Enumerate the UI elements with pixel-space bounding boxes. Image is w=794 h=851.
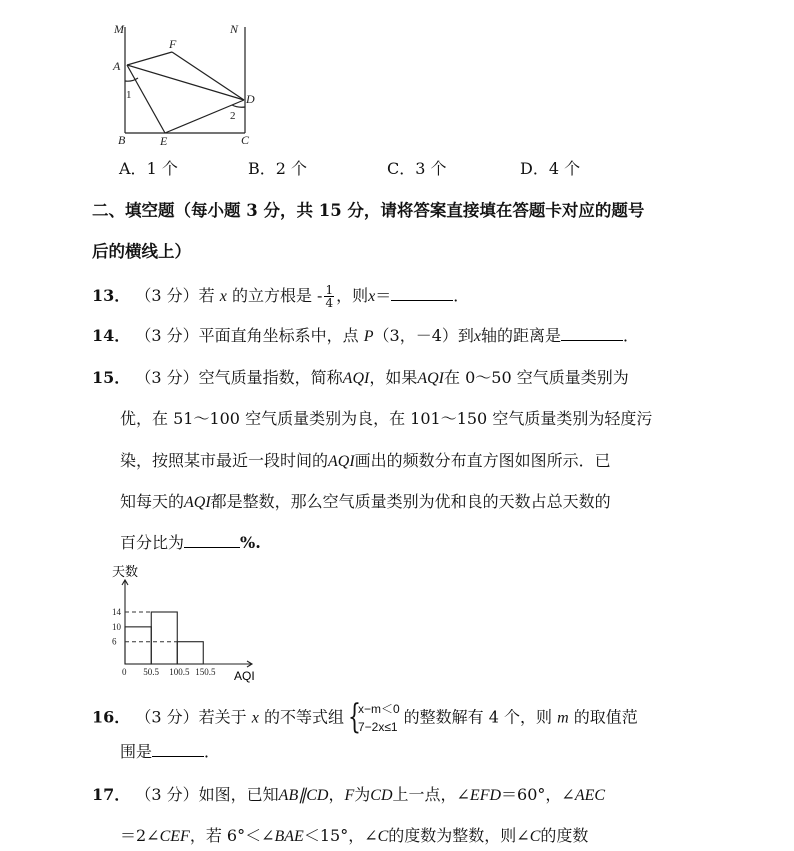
- q16-text3: 的整数解有 4 个，则: [403, 707, 553, 727]
- brace-icon: {: [347, 697, 361, 737]
- label-N: N: [230, 22, 239, 36]
- question-17-line2: [120, 826, 588, 847]
- question-14: [92, 326, 639, 347]
- q17-bae: BAE: [274, 828, 304, 845]
- label-E: E: [160, 134, 168, 148]
- q17-efd: EFD: [469, 787, 502, 804]
- label-D: D: [246, 92, 255, 106]
- q15-answer-blank[interactable]: [184, 533, 240, 548]
- q13-score: （3 分）: [135, 286, 199, 305]
- q16-text-l2b: ．: [204, 742, 221, 761]
- question-13: [92, 284, 469, 309]
- option-a: [119, 159, 178, 179]
- q16-var-m: m: [557, 709, 569, 727]
- q14-text3: 轴的距离是: [481, 326, 562, 345]
- q17-cd: CD: [370, 787, 393, 804]
- question-16: [92, 697, 638, 737]
- histogram-bar-3: [177, 642, 203, 664]
- q17-text-l2d: 的度数为整数，则∠: [388, 826, 530, 845]
- q17-score: （3 分）: [135, 785, 199, 804]
- y-tick-label: 14: [112, 607, 121, 617]
- q15-text-l4a: 知每天的: [120, 492, 185, 511]
- section-title-line2: 后的横线上）: [92, 242, 191, 261]
- q17-cef: CEF: [159, 828, 190, 845]
- option-d-letter: D．: [520, 159, 549, 178]
- q17-ab-cd: AB∥CD: [278, 787, 329, 804]
- label-A: A: [113, 59, 121, 73]
- histogram-bar-1: [125, 627, 151, 664]
- q16-text-l2a: 围是: [120, 742, 153, 761]
- geometry-figure: [100, 15, 270, 150]
- question-16-line2: [120, 742, 220, 762]
- y-tick-label: 10: [112, 621, 121, 632]
- q17-var-c2: C: [529, 828, 541, 845]
- q17-var-c: C: [377, 828, 389, 845]
- question-15-line1: [92, 368, 629, 389]
- q16-score: （3 分）: [135, 707, 199, 727]
- q14-score: （3 分）: [135, 326, 199, 345]
- option-b-text: 2 个: [275, 159, 308, 178]
- option-c-letter: C．: [387, 159, 416, 178]
- q13-text5: ．: [453, 286, 470, 305]
- q13-number: 13．: [92, 286, 131, 305]
- y-axis-label: 天数: [112, 565, 139, 580]
- question-15-line4: [120, 492, 611, 513]
- option-b-letter: B．: [248, 159, 276, 178]
- q14-number: 14．: [92, 326, 131, 345]
- question-15-line2: 优，在 51～100 空气质量类别为良，在 101～150 空气质量类别为轻度污: [120, 409, 653, 428]
- q16-inequality-system: [347, 697, 400, 737]
- q16-number: 16．: [92, 707, 131, 727]
- q16-ineq1: x−m＜0: [357, 702, 400, 716]
- q14-var-x: x: [473, 328, 482, 345]
- q13-text4: ＝: [375, 286, 392, 305]
- q15-aqi-2: AQI: [417, 370, 444, 387]
- label-angle-1: 1: [126, 89, 132, 101]
- q13-fraction: [324, 284, 334, 309]
- q15-aqi-3: AQI: [328, 453, 355, 470]
- q14-var-p: P: [363, 328, 374, 345]
- q15-text-l3b: 画出的频数分布直方图如图所示．已: [354, 451, 611, 470]
- q13-var-x2: x: [368, 288, 376, 305]
- x-tick-label: 50.5: [143, 667, 160, 677]
- option-c: [387, 159, 447, 179]
- q16-text4: 的取值范: [573, 707, 638, 727]
- line-AD: [127, 65, 244, 100]
- option-d-text: 4 个: [548, 159, 581, 178]
- x-tick-label: 0: [122, 667, 127, 677]
- q15-number: 15．: [92, 368, 131, 387]
- q13-text1: 若: [198, 286, 215, 305]
- q17-text-l2b: ，若 6°＜∠: [189, 826, 275, 845]
- q16-answer-blank[interactable]: [152, 742, 204, 757]
- y-tick-label: 6: [112, 636, 117, 647]
- q13-frac-den: 4: [325, 296, 334, 310]
- q13-answer-blank[interactable]: [391, 286, 453, 301]
- aqi-histogram: [100, 560, 270, 685]
- label-angle-2: 2: [230, 110, 236, 122]
- q13-var-x: x: [219, 288, 227, 305]
- q13-text3: ，则: [336, 286, 369, 305]
- q17-text-l1a: 如图，已知: [198, 785, 279, 804]
- line-FD: [172, 52, 244, 100]
- question-15-line5: [120, 533, 261, 553]
- q14-text2: （3，－4）到: [373, 326, 474, 345]
- x-axis-label: AQI: [234, 669, 255, 683]
- q14-text4: ．: [623, 326, 640, 345]
- q17-text-l1c: 为: [354, 785, 371, 804]
- q16-text1: 若关于: [198, 707, 247, 727]
- q15-score: （3 分）: [135, 368, 199, 387]
- q16-var-x: x: [251, 709, 259, 727]
- q15-text-l1a: 空气质量指数，简称: [198, 368, 343, 387]
- label-C: C: [241, 133, 250, 147]
- q17-number: 17．: [92, 785, 131, 804]
- label-M: M: [114, 22, 124, 36]
- q15-text-l5a: 百分比为: [120, 533, 185, 552]
- line-AF: [127, 52, 172, 65]
- q15-text-l1c: 在 0～50 空气质量类别为: [444, 368, 629, 387]
- label-F: F: [169, 37, 177, 51]
- q16-ineq2: 7−2x≤1: [357, 720, 398, 734]
- angle-2-arc: [232, 105, 245, 107]
- section-title-line1: 二、填空题（每小题 3 分，共 15 分，请将答案直接填在答题卡对应的题号: [92, 201, 645, 220]
- x-tick-label: 100.5: [169, 667, 190, 677]
- q17-text-l1b: ，: [328, 785, 345, 804]
- q15-aqi-1: AQI: [342, 370, 370, 387]
- q15-text-l1b: ，如果: [369, 368, 418, 387]
- option-a-text: 1 个: [146, 159, 178, 178]
- q15-text-l5b: %.: [240, 533, 261, 552]
- x-tick-label: 150.5: [195, 667, 216, 677]
- q17-text-l2c: ＜15°，∠: [303, 826, 378, 845]
- q17-aec: AEC: [574, 787, 606, 804]
- q16-text2: 的不等式组: [263, 707, 344, 727]
- q15-text-l4b: 都是整数，那么空气质量类别为优和良的天数占总天数的: [210, 492, 611, 511]
- label-B: B: [118, 133, 126, 147]
- q17-text-l1e: ＝60°，∠: [501, 785, 575, 804]
- question-15-line3: [120, 451, 611, 472]
- q17-text-l1d: 上一点，∠: [392, 785, 470, 804]
- q17-var-f: F: [344, 787, 355, 804]
- q15-text-l3a: 染，按照某市最近一段时间的: [120, 451, 329, 470]
- q17-text-l2e: 的度数: [540, 826, 589, 845]
- q13-text2: 的立方根是 -: [231, 286, 323, 305]
- option-a-letter: A．: [119, 159, 147, 178]
- question-17: [92, 785, 605, 806]
- q13-frac-num: 1: [325, 283, 334, 297]
- histogram-bar-2: [151, 612, 177, 664]
- q15-aqi-4: AQI: [184, 494, 211, 511]
- option-b: [248, 159, 307, 179]
- option-d: [520, 159, 580, 179]
- q17-text-l2a: ＝2∠: [120, 826, 160, 845]
- option-c-text: 3 个: [415, 159, 447, 178]
- q14-answer-blank[interactable]: [561, 326, 623, 341]
- q14-text1: 平面直角坐标系中，点: [198, 326, 359, 345]
